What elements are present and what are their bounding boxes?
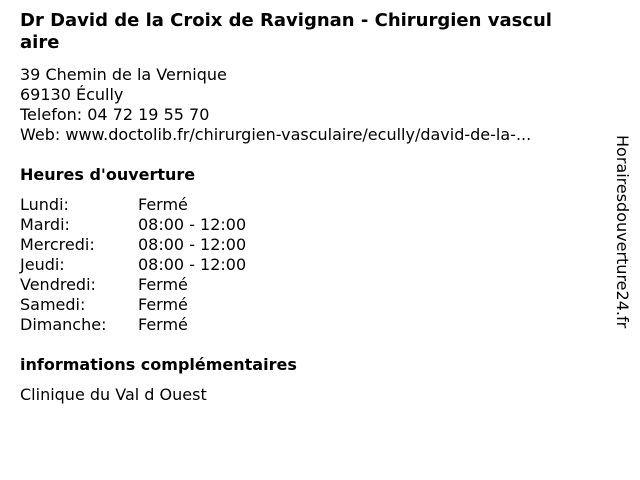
hours-value: Fermé xyxy=(138,315,188,334)
hours-value: Fermé xyxy=(138,195,188,214)
hours-row-friday xyxy=(20,275,320,295)
hours-row-sunday xyxy=(20,315,320,335)
day-label: Jeudi: xyxy=(20,255,65,274)
hours-value: 08:00 - 12:00 xyxy=(138,235,247,254)
street-address: 39 Chemin de la Vernique xyxy=(20,65,227,84)
address-block xyxy=(20,65,531,145)
day-label: Mardi: xyxy=(20,215,70,234)
hours-value: 08:00 - 12:00 xyxy=(138,215,247,234)
additional-info-heading: informations complémentaires xyxy=(20,355,297,374)
city-postal: 69130 Écully xyxy=(20,85,124,104)
hours-row-saturday xyxy=(20,295,320,315)
day-label: Lundi: xyxy=(20,195,69,214)
phone-number[interactable]: Telefon: 04 72 19 55 70 xyxy=(20,105,210,124)
hours-value: Fermé xyxy=(138,275,188,294)
additional-info-text: Clinique du Val d Ouest xyxy=(20,385,207,404)
hours-value: 08:00 - 12:00 xyxy=(138,255,247,274)
day-label: Dimanche: xyxy=(20,315,107,334)
hours-row-tuesday xyxy=(20,215,320,235)
opening-hours-heading: Heures d'ouverture xyxy=(20,165,196,184)
site-watermark: Horairesdouverture24.fr xyxy=(613,135,632,329)
hours-row-wednesday xyxy=(20,235,320,255)
hours-row-thursday xyxy=(20,255,320,275)
day-label: Vendredi: xyxy=(20,275,96,294)
page-title: Dr David de la Croix de Ravignan - Chirurgien vasculaire xyxy=(20,10,552,53)
day-label: Mercredi: xyxy=(20,235,95,254)
opening-hours-table xyxy=(20,195,320,335)
hours-value: Fermé xyxy=(138,295,188,314)
website-link[interactable]: Web: www.doctolib.fr/chirurgien-vasculaire/ecully/david-de-la-... xyxy=(20,125,532,144)
day-label: Samedi: xyxy=(20,295,86,314)
hours-row-monday xyxy=(20,195,320,215)
